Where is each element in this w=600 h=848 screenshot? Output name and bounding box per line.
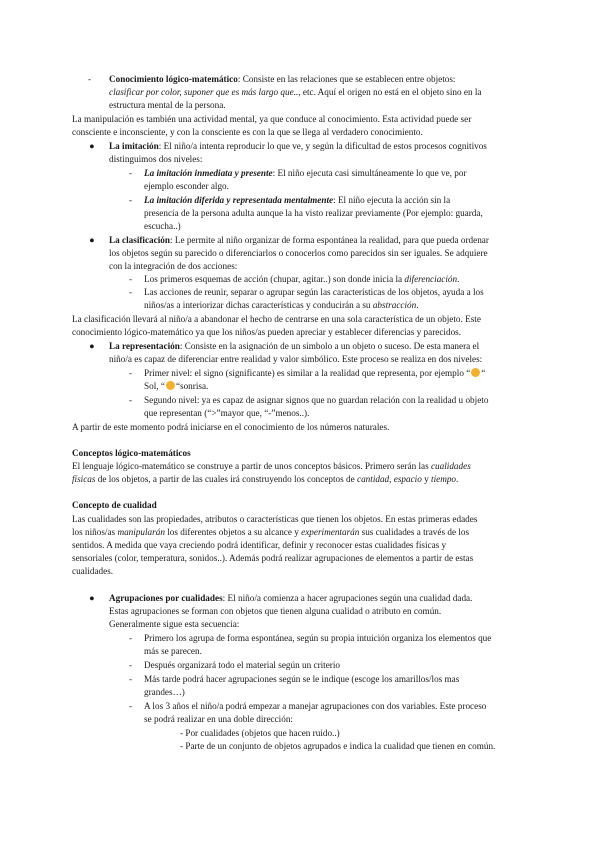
text-line: más se parecen. [144, 646, 202, 656]
paragraph-line: conocimiento lógico-matemático ya que los niños/as pueden apreciar y establecer diferencias y parecidos. [72, 327, 462, 337]
section-heading: Concepto de cualidad [72, 500, 157, 510]
paragraph-line: El lenguaje lógico-matemático se construye a partir de unos conceptos básicos. Primero serán las cualidades [72, 461, 471, 471]
text-line: La imitación inmediata y presente: El niño ejecuta casi simultáneamente lo que ve, por [144, 168, 467, 178]
text-line: Agrupaciones por cualidades: El niño/a comienza a hacer agrupaciones según una cualidad dada. [109, 593, 473, 603]
dash-marker: - [129, 701, 133, 711]
text-line: ejemplo esconder algo. [144, 181, 229, 191]
text-line: Las acciones de reunir, separar o agrupar según las características de los objetos, ayuda a los [144, 287, 484, 297]
bullet-marker: ● [89, 235, 95, 245]
paragraph-line: consciente e inconsciente, y con la consciente es con la que se llega al verdadero conocimiento. [72, 127, 423, 137]
section-heading: Conceptos lógico-matemáticos [72, 448, 191, 458]
text-line: presencia de la persona adulta aunque la ha visto realizar previamente (Por ejemplo: guarda, [144, 208, 483, 218]
text-line: - Parte de un conjunto de objetos agrupados e indica la cualidad que tienen en común. [180, 741, 496, 751]
text-line: A los 3 años el niño/a podrá empezar a manejar agrupaciones con dos variables. Este proceso [144, 701, 487, 711]
dash-marker: - [129, 633, 133, 643]
dash-marker: - [129, 368, 133, 378]
text-line: se podrá realizar en una doble dirección: [144, 714, 293, 724]
text-line: La imitación diferida y representada mentalmente: El niño ejecuta la acción sin la [144, 195, 451, 205]
text-line: Primero los agrupa de forma espontánea, según su propia intuición organiza los elementos que [144, 633, 492, 643]
dash-marker: - [129, 195, 133, 205]
text-line: Sol, “ “sonrisa. [144, 381, 209, 391]
text-line: escucha..) [144, 221, 181, 231]
bullet-marker: ● [89, 141, 95, 151]
text-line: distinguimos dos niveles: [109, 154, 203, 164]
dash-marker: - [129, 660, 133, 670]
bullet-marker: ● [89, 593, 95, 603]
paragraph-line: sensoriales (color, temperatura, sonidos..). Además podrá realizar agrupaciones de elementos a partir de estas [72, 553, 474, 563]
sun-emoji-icon [471, 368, 480, 377]
paragraph-line: Las cualidades son las propiedades, atributos o características que tienen los objetos. En estas primeras edades [72, 514, 478, 524]
text-line: niños/as a interiorizar dichas características y conducirán a su abstracción. [144, 300, 419, 310]
bullet-marker: ● [89, 341, 95, 351]
text-line: Conocimiento lógico-matemático: Consiste en las relaciones que se establecen entre objetos: [109, 74, 456, 84]
text-line: que representan (“>”mayor que, “-”menos..). [144, 408, 310, 418]
text-line: La clasificación: Le permite al niño organizar de forma espontánea la realidad, para que pueda ordenar [109, 235, 489, 245]
text-line: los objetos según su parecido o diferenciarlos o conocerlos como parecidos sin ser iguales. Se adquiere [109, 248, 488, 258]
text-line: Estas agrupaciones se forman con objetos que tienen alguna cualidad o atributo en común. [109, 606, 442, 616]
paragraph-line: La manipulación es también una actividad mental, ya que conduce al conocimiento. Esta actividad puede ser [72, 114, 472, 124]
text-line: niño/a es capaz de diferenciar entre realidad y valor simbólico. Este proceso se realiza en dos niveles: [109, 354, 483, 364]
text-line: con la integración de dos acciones: [109, 261, 238, 271]
dash-marker: - [129, 287, 133, 297]
smile-emoji-icon [166, 381, 175, 390]
text-line: La representación: Consiste en la asignación de un símbolo a un objeto o suceso. De esta manera el [109, 341, 480, 351]
paragraph-line: La clasificación llevará al niño/a a abandonar el hecho de centrarse en una sola característica de un objeto. Este [72, 314, 481, 324]
text-line: Más tarde podrá hacer agrupaciones según se le indique (escoge los amarillos/los mas [144, 674, 460, 684]
text-line: grandes…) [144, 687, 185, 697]
text-line: Después organizará todo el material según un criterio [144, 660, 341, 670]
text-line: Los primeros esquemas de acción (chupar, agitar..) son donde inicia la diferenciación. [144, 274, 460, 284]
text-line: Primer nivel: el signo (significante) es similar a la realidad que representa, por ejemplo “ “ [144, 368, 486, 378]
text-line: Generalmente sigue esta secuencia: [109, 619, 240, 629]
paragraph-line: físicas de los objetos, a partir de las cuales irá construyendo los conceptos de cantidad, espacio y tiempo. [72, 474, 459, 484]
paragraph-line: cualidades. [72, 566, 114, 576]
text-line: - Por cualidades (objetos que hacen ruido..) [180, 728, 340, 738]
text-line: La imitación: El niño/a intenta reproducir lo que ve, y según la dificultad de estos procesos cognitivos [109, 141, 487, 151]
dash-marker: - [129, 395, 133, 405]
paragraph-line: sentidos. A medida que vaya creciendo podrá identificar, definir y reconocer estas cualidades físicas y [72, 540, 447, 550]
dash-marker: - [129, 274, 133, 284]
dash-marker: - [88, 74, 92, 84]
text-line: estructura mental de la persona. [109, 100, 226, 110]
paragraph-line: los niños/as manipularán los diferentes objetos a su alcance y experimentarán sus cualidades a través de los [72, 527, 470, 537]
paragraph-line: A partir de este momento podrá iniciarse en el conocimiento de los números naturales. [72, 422, 390, 432]
dash-marker: - [129, 168, 133, 178]
text-line: clasificar por color, suponer que es más largo que.., etc. Aquí el origen no está en el objeto sino en la [109, 87, 482, 97]
dash-marker: - [129, 674, 133, 684]
text-line: Segundo nivel: ya es capaz de asignar signos que no guardan relación con la realidad u objeto [144, 395, 489, 405]
